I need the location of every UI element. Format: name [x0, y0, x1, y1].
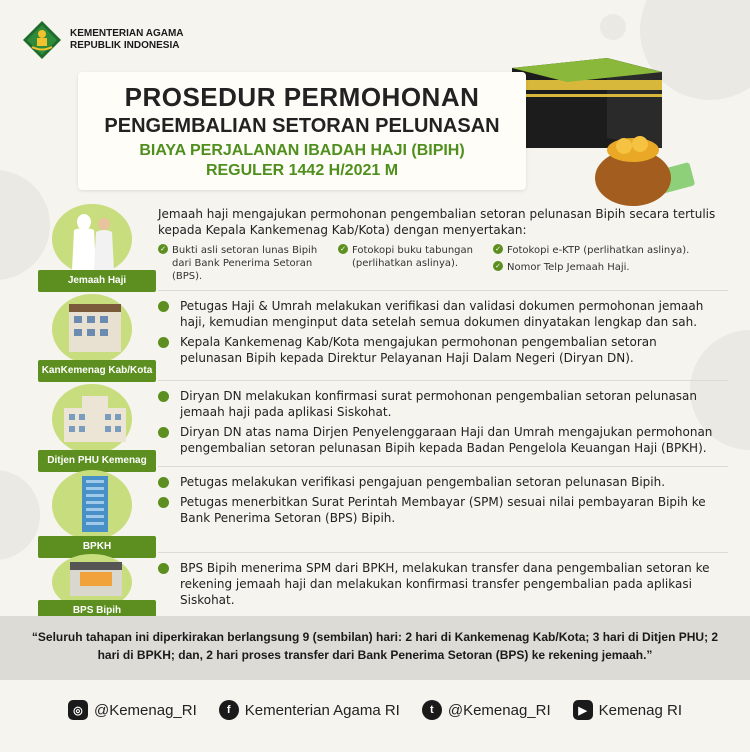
bps-bipih-illustration: [30, 552, 160, 622]
step-bullet: Petugas menerbitkan Surat Perintah Membayar (SPM) sesuai nilai pembayaran Bipih ke Bank Penerima Setoran (BPS) Bipih.: [158, 494, 722, 526]
tower-building-icon: [78, 474, 112, 532]
section-intro: Jemaah haji mengajukan permohonan pengembalian setoran pelunasan Bipih secara tertulis kepada Kepala Kankemenag Kab/Kota) dengan menyertakan:: [158, 207, 716, 237]
divider: [158, 552, 728, 553]
divider: [158, 380, 728, 381]
section-label: Ditjen PHU Kemenag: [38, 450, 156, 472]
title-line2: PENGEMBALIAN SETORAN PELUNASAN: [104, 115, 500, 137]
bank-building-icon: [66, 558, 126, 598]
instagram-link[interactable]: [68, 700, 197, 720]
step-bullet: Petugas melakukan verifikasi pengajuan pengembalian setoran pelunasan Bipih.: [158, 474, 722, 490]
section-label: Jemaah Haji: [38, 270, 156, 292]
divider: [158, 466, 728, 467]
facebook-handle: Kementerian Agama RI: [244, 701, 400, 719]
kankemenag-illustration: [30, 292, 160, 382]
section-label: BPKH: [38, 536, 156, 558]
title-line3: BIAYA PERJALANAN IBADAH HAJI (BIPIH): [139, 142, 465, 159]
title-box: [78, 72, 526, 190]
instagram-handle: @Kemenag_RI: [93, 701, 197, 719]
step-bullet: Diryan DN atas nama Dirjen Penyelenggaraan Haji dan Umrah mengajukan permohonan pengembalian setoran pelunasan Bipih kepada Badan Pengelola Keuangan Haji (BPKH).: [158, 424, 722, 456]
ditjen-phu-illustration: [30, 382, 160, 472]
office-building-icon: [65, 302, 125, 354]
checklist-item: ✓ Fotokopi e-KTP (perlihatkan aslinya).: [493, 244, 693, 257]
divider: [158, 290, 728, 291]
checklist-item: ✓ Fotokopi buku tabungan (perlihatkan aslinya).: [338, 244, 483, 283]
document-checklist: [158, 244, 722, 283]
step-bullet: Kepala Kankemenag Kab/Kota mengajukan permohonan pengembalian setoran pelunasan Bipih kepada Direktur Pelayanan Haji Dalam Negeri (Diryan DN).: [158, 334, 722, 366]
ministry-name-line1: KEMENTERIAN AGAMA: [70, 28, 184, 39]
youtube-icon: ▶: [573, 700, 593, 720]
section-label: BPS Bipih: [38, 600, 156, 622]
twitter-link[interactable]: [422, 700, 551, 720]
section-ditjen-phu: [30, 386, 730, 466]
section-label: KanKemenag Kab/Kota: [38, 360, 156, 382]
twitter-handle: @Kemenag_RI: [447, 701, 551, 719]
twitter-icon: t: [422, 700, 442, 720]
duration-note: “Seluruh tahapan ini diperkirakan berlangsung 9 (sembilan) hari: 2 hari di Kankemenag Kab/Kota; 3 hari di Ditjen PHU; 2 hari di BPKH; dan, 2 hari proses transfer dari Bank Penerima Setoran (BPS) ke rekening jemaah.”: [0, 616, 750, 680]
header: [22, 20, 184, 60]
decor-circle: [600, 14, 626, 40]
money-bag-illustration: [588, 128, 708, 208]
kemenag-logo: [22, 20, 62, 60]
checklist-item: ✓ Bukti asli setoran lunas Bipih dari Bank Penerima Setoran (BPS).: [158, 244, 328, 283]
instagram-icon: ◎: [68, 700, 88, 720]
section-bps-bipih: [30, 558, 730, 618]
section-kankemenag: [30, 296, 730, 376]
facebook-link[interactable]: [219, 700, 400, 720]
section-bpkh: [30, 472, 730, 552]
facebook-icon: f: [219, 700, 239, 720]
jemaah-haji-illustration: [30, 202, 160, 292]
ministry-name-line2: REPUBLIK INDONESIA: [70, 40, 180, 51]
step-bullet: Petugas Haji & Umrah melakukan verifikasi dan validasi dokumen permohonan jemaah haji, kemudian menginput data setelah semua dokumen dinyatakan lengkap dan sah.: [158, 298, 722, 330]
social-footer: [0, 700, 750, 720]
checklist-item: ✓ Nomor Telp Jemaah Haji.: [493, 261, 693, 274]
youtube-handle: Kemenag RI: [598, 701, 683, 719]
section-jemaah-haji: [30, 206, 730, 290]
government-building-icon: [62, 394, 128, 444]
title-line1: PROSEDUR PERMOHONAN: [124, 82, 480, 112]
bpkh-illustration: [30, 468, 160, 558]
step-bullet: Diryan DN melakukan konfirmasi surat permohonan pengembalian setoran pelunasan jemaah haji pada aplikasi Siskohat.: [158, 388, 722, 420]
step-bullet: BPS Bipih menerima SPM dari BPKH, melakukan transfer dana pengembalian setoran ke rekening jemaah haji dan melakukan konfirmasi transfer pengembalian pada aplikasi Siskohat.: [158, 560, 722, 608]
title-line4: REGULER 1442 H/2021 M: [205, 162, 399, 179]
youtube-link[interactable]: [573, 700, 682, 720]
pilgrims-icon: [70, 212, 120, 270]
